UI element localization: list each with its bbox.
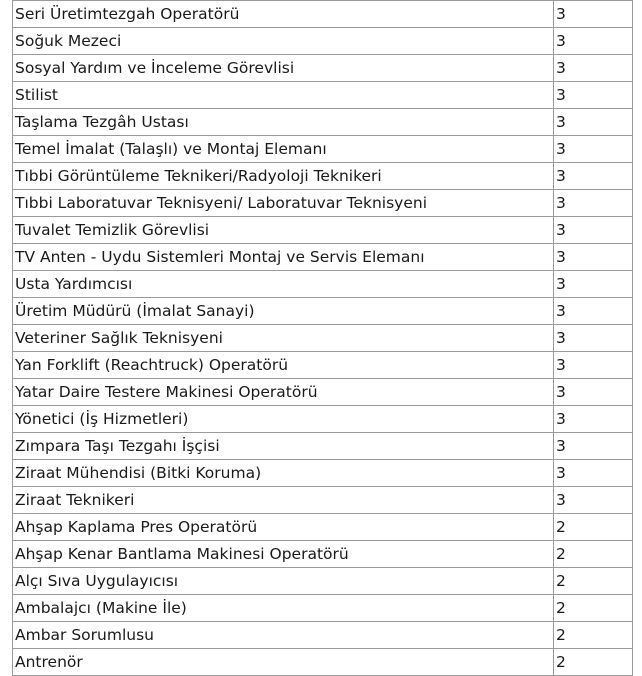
occupation-name-cell: Alçı Sıva Uygulayıcısı (13, 568, 554, 595)
occupation-name-cell: Temel İmalat (Talaşlı) ve Montaj Elemanı (13, 136, 554, 163)
occupation-name-cell: Ambalajcı (Makine İle) (13, 595, 554, 622)
occupation-name-cell: Ambar Sorumlusu (13, 622, 554, 649)
occupation-name-cell: Stilist (13, 82, 554, 109)
count-cell: 3 (554, 55, 633, 82)
table-row (13, 406, 633, 433)
table-row (13, 433, 633, 460)
table-row (13, 1, 633, 28)
table-row (13, 514, 633, 541)
occupation-name-cell: Yatar Daire Testere Makinesi Operatörü (13, 379, 554, 406)
occupation-name-cell: Usta Yardımcısı (13, 271, 554, 298)
count-cell: 3 (554, 1, 633, 28)
count-cell: 3 (554, 217, 633, 244)
table-row (13, 163, 633, 190)
occupation-name-cell: Tıbbi Görüntüleme Teknikeri/Radyoloji Teknikeri (13, 163, 554, 190)
occupation-name-cell: Soğuk Mezeci (13, 28, 554, 55)
table-row (13, 325, 633, 352)
table-row (13, 109, 633, 136)
count-cell: 2 (554, 649, 633, 676)
occupation-name-cell: Ziraat Mühendisi (Bitki Koruma) (13, 460, 554, 487)
occupation-name-cell: Yan Forklift (Reachtruck) Operatörü (13, 352, 554, 379)
count-cell: 3 (554, 190, 633, 217)
count-cell: 3 (554, 136, 633, 163)
count-cell: 3 (554, 163, 633, 190)
table-row (13, 28, 633, 55)
occupation-name-cell: Veteriner Sağlık Teknisyeni (13, 325, 554, 352)
table-row (13, 217, 633, 244)
table-row (13, 244, 633, 271)
table-body (13, 1, 633, 676)
occupation-name-cell: Tıbbi Laboratuvar Teknisyeni/ Laboratuvar Teknisyeni (13, 190, 554, 217)
occupation-name-cell: Ziraat Teknikeri (13, 487, 554, 514)
table-row (13, 352, 633, 379)
count-cell: 3 (554, 352, 633, 379)
table-row (13, 649, 633, 676)
occupation-name-cell: Tuvalet Temizlik Görevlisi (13, 217, 554, 244)
count-cell: 2 (554, 595, 633, 622)
table-row (13, 298, 633, 325)
table-row (13, 190, 633, 217)
table-row (13, 568, 633, 595)
count-cell: 2 (554, 541, 633, 568)
occupation-name-cell: Ahşap Kaplama Pres Operatörü (13, 514, 554, 541)
occupation-name-cell: Üretim Müdürü (İmalat Sanayi) (13, 298, 554, 325)
count-cell: 2 (554, 568, 633, 595)
count-cell: 3 (554, 487, 633, 514)
count-cell: 3 (554, 325, 633, 352)
count-cell: 3 (554, 433, 633, 460)
table-row (13, 595, 633, 622)
table-row (13, 136, 633, 163)
count-cell: 2 (554, 622, 633, 649)
table-row (13, 271, 633, 298)
occupation-name-cell: Ahşap Kenar Bantlama Makinesi Operatörü (13, 541, 554, 568)
table-row (13, 541, 633, 568)
count-cell: 3 (554, 379, 633, 406)
table-row (13, 379, 633, 406)
count-cell: 3 (554, 244, 633, 271)
occupation-name-cell: Sosyal Yardım ve İnceleme Görevlisi (13, 55, 554, 82)
occupation-name-cell: Antrenör (13, 649, 554, 676)
occupation-name-cell: Zımpara Taşı Tezgahı İşçisi (13, 433, 554, 460)
table-row (13, 460, 633, 487)
count-cell: 3 (554, 109, 633, 136)
count-cell: 3 (554, 298, 633, 325)
table-row (13, 82, 633, 109)
table-row (13, 622, 633, 649)
count-cell: 3 (554, 28, 633, 55)
count-cell: 3 (554, 82, 633, 109)
occupation-name-cell: TV Anten - Uydu Sistemleri Montaj ve Servis Elemanı (13, 244, 554, 271)
count-cell: 3 (554, 460, 633, 487)
count-cell: 3 (554, 271, 633, 298)
occupation-table (12, 0, 633, 676)
table-row (13, 487, 633, 514)
count-cell: 2 (554, 514, 633, 541)
occupation-name-cell: Yönetici (İş Hizmetleri) (13, 406, 554, 433)
table-row (13, 55, 633, 82)
occupation-name-cell: Taşlama Tezgâh Ustası (13, 109, 554, 136)
occupation-name-cell: Seri Üretimtezgah Operatörü (13, 1, 554, 28)
count-cell: 3 (554, 406, 633, 433)
